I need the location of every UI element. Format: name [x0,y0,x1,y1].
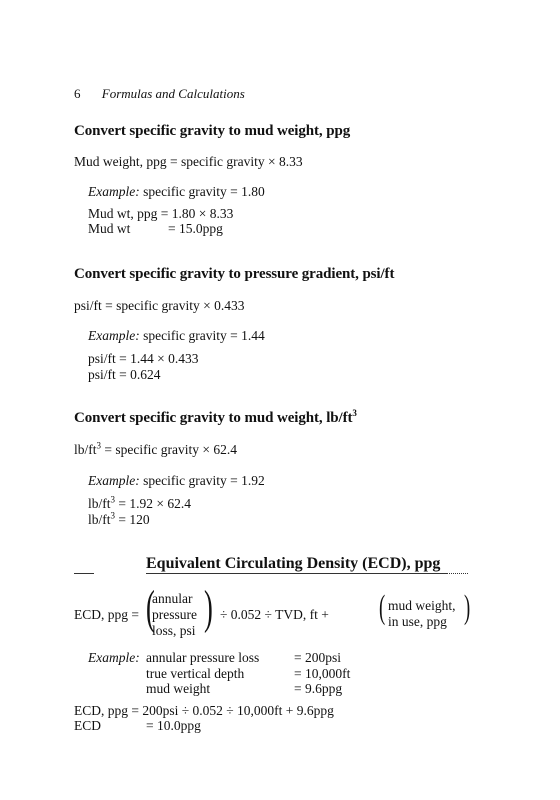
formula: psi/ft = specific gravity × 0.433 [74,298,245,313]
ecd-operators: ÷ 0.052 ÷ TVD, ft + [220,607,329,622]
close-paren: ) [204,581,213,634]
example-given [88,184,265,200]
example-given-values: = 200psi = 10,000ft = 9.6ppg [294,650,351,696]
section-heading: Convert specific gravity to pressure gradient, psi/ft [74,266,395,282]
example-label: Example: [88,184,140,199]
running-title: Formulas and Calculations [101,86,245,101]
ecd-term-mud-weight: mud weight, in use, ppg [388,598,456,629]
heading-rule [146,573,446,574]
example-value: specific gravity = 1.80 [143,184,265,199]
example-value: specific gravity = 1.44 [143,328,265,343]
section-heading: Convert specific gravity to mud weight, ppg [74,123,351,139]
ecd-term-annular-pressure-loss: annular pressure loss, psi [152,591,197,638]
close-paren: ) [464,589,471,626]
example-label: Example: [88,473,140,488]
section-heading: Convert specific gravity to mud weight, $lb/ft^3$ [74,408,357,426]
running-header [74,86,245,102]
page-number: 6 [74,86,81,101]
example-line: $lb/ft^3 = 120$ [88,510,150,527]
example-label: Example: [88,328,140,343]
ecd-result-label: ECD [74,718,101,733]
heading-rule-left [74,573,94,574]
example-line-result: = 15.0ppg [168,221,223,236]
example-label: Example: [88,650,140,665]
ecd-lhs: ECD, ppg = [74,607,139,622]
example-given-names: annular pressure loss true vertical depth mud weight [146,650,260,696]
formula: $lb/ft^3$ = specific gravity × 62.4 [74,440,237,457]
open-paren: ( [379,589,386,626]
example-line: psi/ft = 0.624 [88,367,161,382]
example-given [88,328,265,344]
heading-rule-right [446,573,468,574]
open-paren: ( [146,581,155,634]
formula: Mud weight, ppg = specific gravity × 8.33 [74,154,303,169]
example-line: Mud wt, ppg = 1.80 × 8.33 [88,206,234,221]
example-line: $lb/ft^3 = 1.92 \times 62.4$ [88,494,191,511]
example-value: specific gravity = 1.92 [143,473,265,488]
ecd-heading: Equivalent Circulating Density (ECD), ppg [146,555,441,572]
example-given [88,473,265,489]
ecd-result: = 10.0ppg [146,718,201,733]
example-line: psi/ft = 1.44 × 0.433 [88,351,199,366]
ecd-calculation: ECD, ppg = 200psi ÷ 0.052 ÷ 10,000ft + 9.6ppg [74,703,334,718]
example-line-label: Mud wt [88,221,131,236]
